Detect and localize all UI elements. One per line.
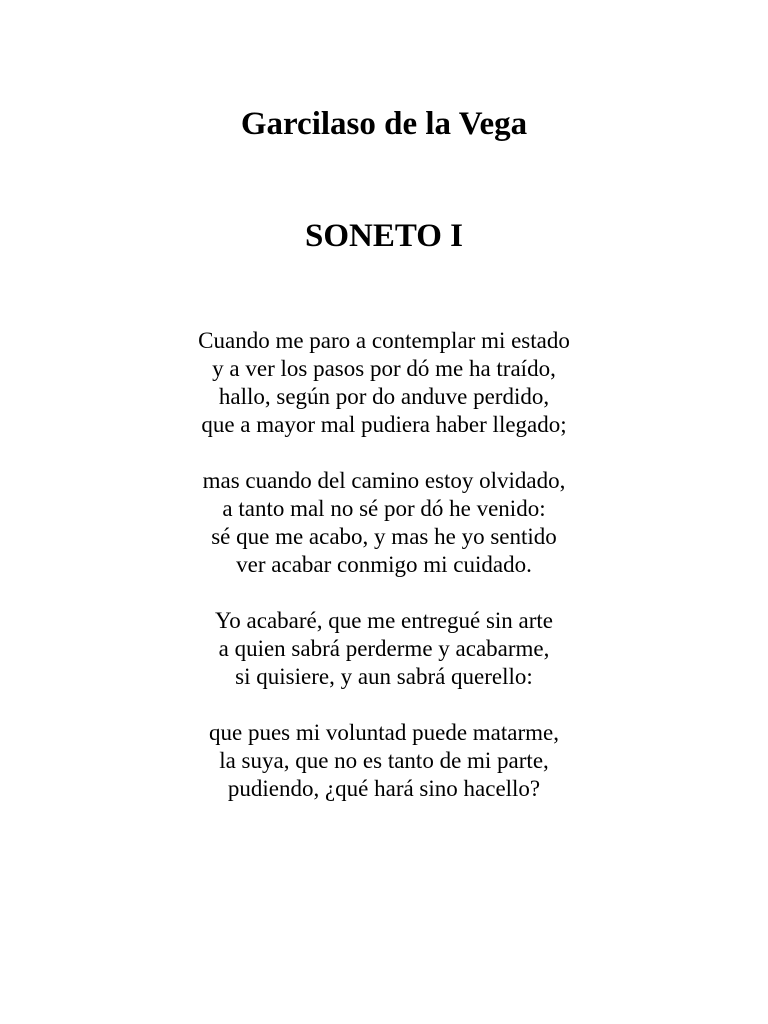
- poem-body: [0, 327, 768, 831]
- poem-line: y a ver los pasos por dó me ha traído,: [212, 356, 556, 381]
- author-heading: Garcilaso de la Vega: [240, 106, 528, 142]
- stanza-3: [0, 607, 768, 691]
- poem-line: si quisiere, y aun sabrá querello:: [235, 664, 533, 689]
- poem-title: SONETO I: [304, 218, 464, 254]
- poem-line: hallo, según por do anduve perdido,: [218, 384, 550, 409]
- stanza-2: [0, 467, 768, 579]
- poem-line: la suya, que no es tanto de mi parte,: [219, 748, 549, 773]
- stanza-1: [0, 327, 768, 439]
- poem-line: a quien sabrá perderme y acabarme,: [218, 636, 550, 661]
- poem-line: a tanto mal no sé por dó he venido:: [222, 496, 546, 521]
- poem-line: mas cuando del camino estoy olvidado,: [202, 468, 566, 493]
- poem-line: pudiendo, ¿qué hará sino hacello?: [227, 776, 541, 801]
- poem-line: Yo acabaré, que me entregué sin arte: [214, 608, 554, 633]
- poem-line: sé que me acabo, y mas he yo sentido: [211, 524, 557, 549]
- poem-line: que a mayor mal pudiera haber llegado;: [201, 412, 567, 437]
- poem-line: que pues mi voluntad puede matarme,: [208, 720, 559, 745]
- stanza-4: [0, 719, 768, 803]
- poem-line: ver acabar conmigo mi cuidado.: [236, 552, 532, 577]
- poem-line: Cuando me paro a contemplar mi estado: [198, 328, 570, 353]
